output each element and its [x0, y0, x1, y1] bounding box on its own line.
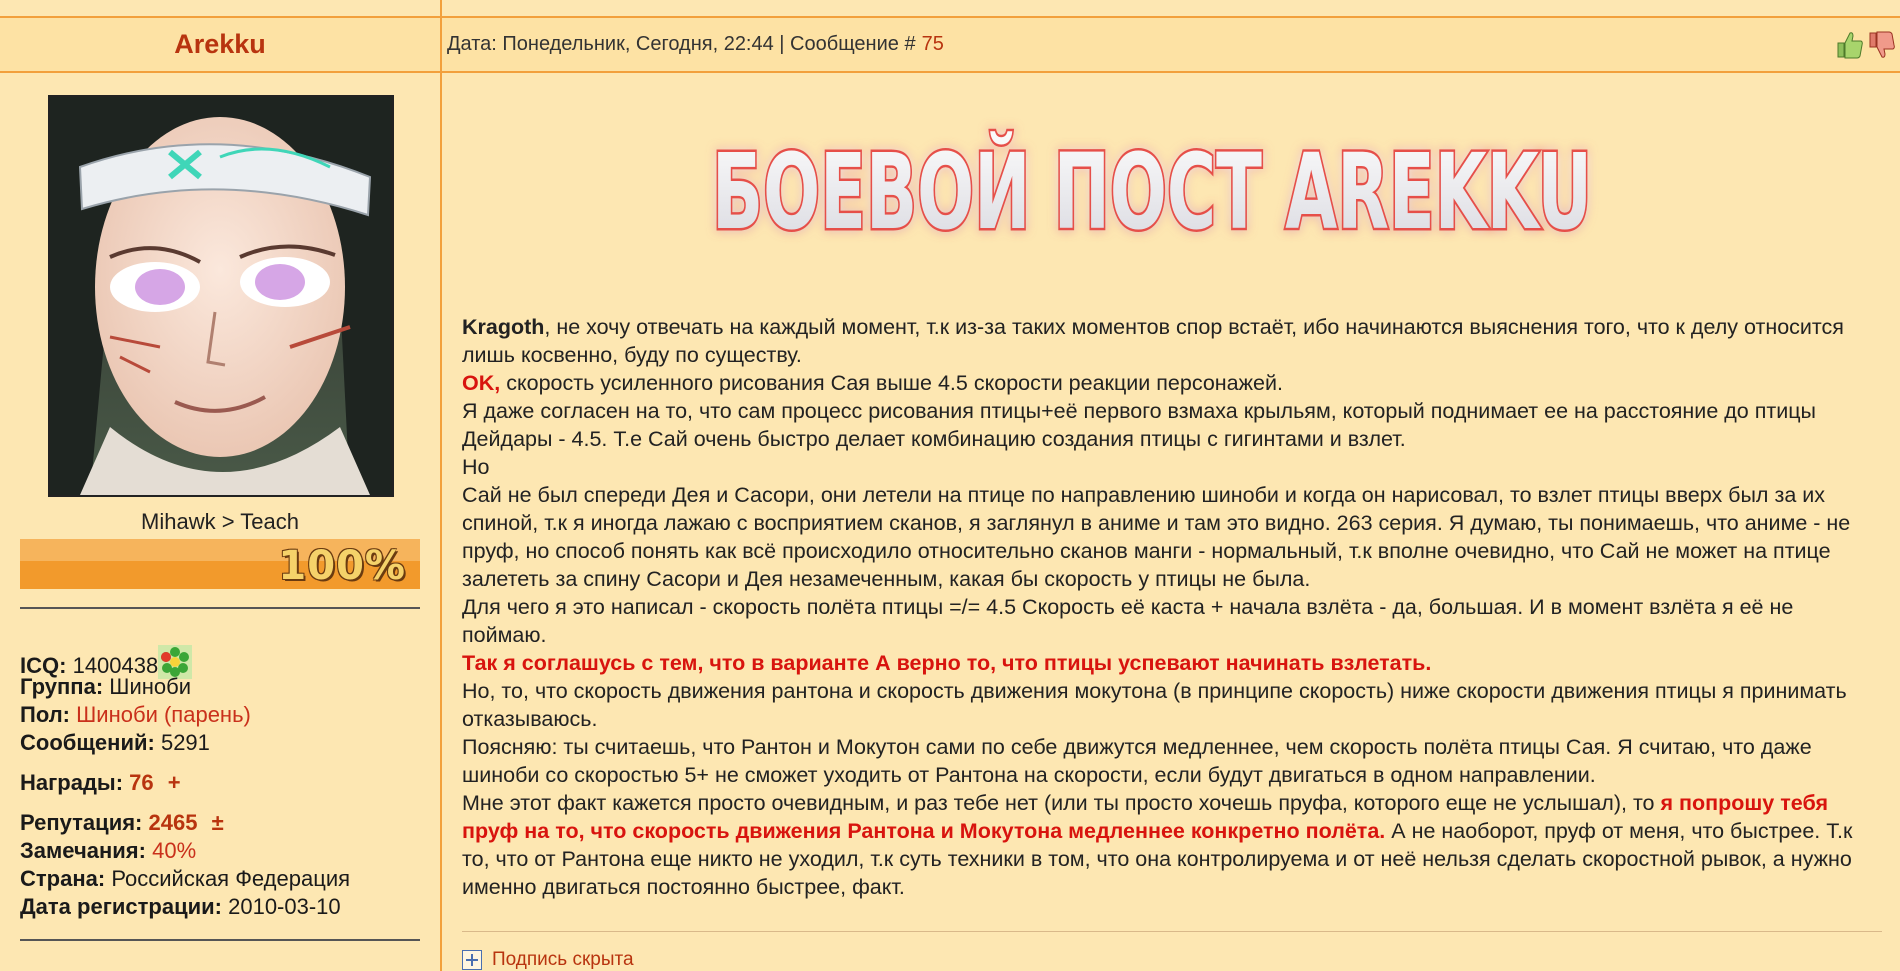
- gender-value: Шиноби (парень): [76, 702, 251, 727]
- signature-divider: [462, 931, 1882, 932]
- user-info-column: [0, 73, 442, 971]
- registration-row: [20, 893, 341, 921]
- country-row: [20, 865, 350, 893]
- username-link[interactable]: Arekku: [174, 29, 266, 59]
- avatar: [48, 95, 394, 497]
- reputation-value[interactable]: 2465: [148, 810, 198, 835]
- post-paragraph: Поясняю: ты считаешь, что Рантон и Мокутон сами по себе движутся медленнее, чем скорость полёта птицы Сая. Я считаю, что даже шиноби со скоростью 5+ не сможет уходить от Рантона на скорости, если будут двигаться в одном направлении.: [462, 735, 1812, 787]
- warnings-label: Замечания:: [20, 838, 146, 863]
- warnings-row: [20, 837, 196, 865]
- country-value: Российская Федерация: [111, 866, 351, 891]
- reputation-label: Репутация:: [20, 810, 143, 835]
- highlight-text: OK,: [462, 371, 501, 395]
- awards-label: Награды:: [20, 770, 124, 795]
- post-body: [462, 313, 1882, 901]
- post-paragraph-highlight: Так я соглашусь с тем, что в варианте А верно то, что птицы успевают начинать взлетать.: [462, 651, 1432, 675]
- message-number-link[interactable]: 75: [921, 33, 944, 55]
- awards-value[interactable]: 76: [129, 770, 154, 795]
- signature-toggle-label[interactable]: Подпись скрыта: [492, 949, 634, 970]
- post-paragraph: Но, то, что скорость движения рантона и скорость движения мокутона (в принципе скорость) ниже скорости движения птицы я принимать отказываюсь.: [462, 679, 1847, 731]
- post-date: Дата: Понедельник, Сегодня, 22:44 | Сообщение #: [447, 33, 916, 55]
- post-banner: [702, 113, 1602, 273]
- post-paragraph: Для чего я это написал - скорость полёта птицы =/= 4.5 Скорость её каста + начала взлёта - да, большая. И в момент взлёта я её не поймаю.: [462, 595, 1794, 647]
- username-cell: [0, 18, 442, 71]
- rank-percent: 100%: [278, 543, 406, 589]
- post-content: [462, 73, 1882, 971]
- paragraph-text: Мне этот факт кажется просто очевидным, и раз тебе нет (или ты просто хочешь пруфа, которого еще не услышал), то: [462, 791, 1661, 815]
- post-paragraph: Сай не был спереди Дея и Сасори, они летели на птице по направлению шиноби и когда он нарисовал, то взлет птицы вверх был за их спиной, т.к я иногда лажаю с восприятием сканов, я заглянул в аниме и там это видно. 263 серия. Я думаю, ты понимаешь, что аниме - не пруф, но способ понять как всё происходило относительно сканов манги - нормальный, т.к вполне очевидно, что Сай не может на птице залететь за спину Сасори и Дея незамеченным, какая бы скорость у птицы не была.: [462, 483, 1851, 591]
- paragraph-text: , не хочу отвечать на каждый момент, т.к из-за таких моментов спор встаёт, ибо начинаются выяснения того, что к делу относится лишь косвенно, буду по существу.: [462, 315, 1844, 367]
- expand-icon[interactable]: [462, 950, 482, 970]
- group-label: Группа:: [20, 674, 104, 699]
- registration-label: Дата регистрации:: [20, 894, 222, 919]
- post-header: [0, 18, 1900, 73]
- messages-row: [20, 729, 210, 757]
- rank-progress-bar: [20, 539, 420, 589]
- profile-divider-top: [20, 607, 420, 609]
- change-reputation-button[interactable]: ±: [211, 810, 224, 835]
- gender-label: Пол:: [20, 702, 71, 727]
- post-paragraph: [462, 313, 1882, 369]
- profile-divider-bottom: [20, 939, 420, 941]
- thumbs-up-icon[interactable]: [1836, 30, 1864, 60]
- icq-value: 1400438: [72, 653, 159, 678]
- paragraph-text: скорость усиленного рисования Сая выше 4.5 скорости реакции персонажей.: [500, 371, 1283, 395]
- reputation-row: [20, 809, 224, 837]
- highlight-text: я попрошу тебя пруф на то, что скорость движения Рантона и Мокутона медленнее конкретно полёта.: [462, 791, 1828, 843]
- column-divider: [440, 0, 442, 16]
- gender-row: [20, 701, 251, 729]
- post-paragraph: Я даже согласен на то, что сам процесс рисования птицы+её первого взмаха крыльям, который поднимает ее на расстояние до птицы Дейдары - 4.5. Т.е Сай очень быстро делает комбинацию создания птицы с гигинтами и взлет.: [462, 399, 1816, 451]
- add-award-button[interactable]: +: [167, 770, 181, 795]
- group-row: [20, 673, 191, 701]
- thumbs-down-icon[interactable]: [1868, 30, 1896, 60]
- signature-toggle[interactable]: [462, 949, 634, 971]
- banner-title: БОЕВОЙ ПОСТ ARЕKKU: [712, 131, 1592, 253]
- icq-label: ICQ:: [20, 653, 67, 678]
- addressee-name: Kragoth: [462, 315, 545, 339]
- paragraph-text: А не наоборот, пруф от меня, что быстрее. Т.к то, что от Рантона еще никто не уходил, т.к суть техники в том, что она контролируема и от неё нельзя сделать скоростной рывок, а нужно именно двигаться постоянно быстрее, факт.: [462, 819, 1853, 899]
- post-paragraph: [462, 369, 1882, 397]
- warnings-value[interactable]: 40%: [152, 838, 197, 863]
- post-info: [447, 18, 944, 71]
- messages-value: 5291: [160, 730, 210, 755]
- messages-label: Сообщений:: [20, 730, 155, 755]
- user-rank: Mihawk > Teach: [141, 509, 299, 534]
- country-label: Страна:: [20, 866, 106, 891]
- registration-value: 2010-03-10: [228, 894, 341, 919]
- group-value: Шиноби: [109, 674, 192, 699]
- post-paragraph: [462, 789, 1882, 901]
- top-strip: [0, 0, 1900, 18]
- post-paragraph: Но: [462, 455, 490, 479]
- awards-row: [20, 769, 181, 797]
